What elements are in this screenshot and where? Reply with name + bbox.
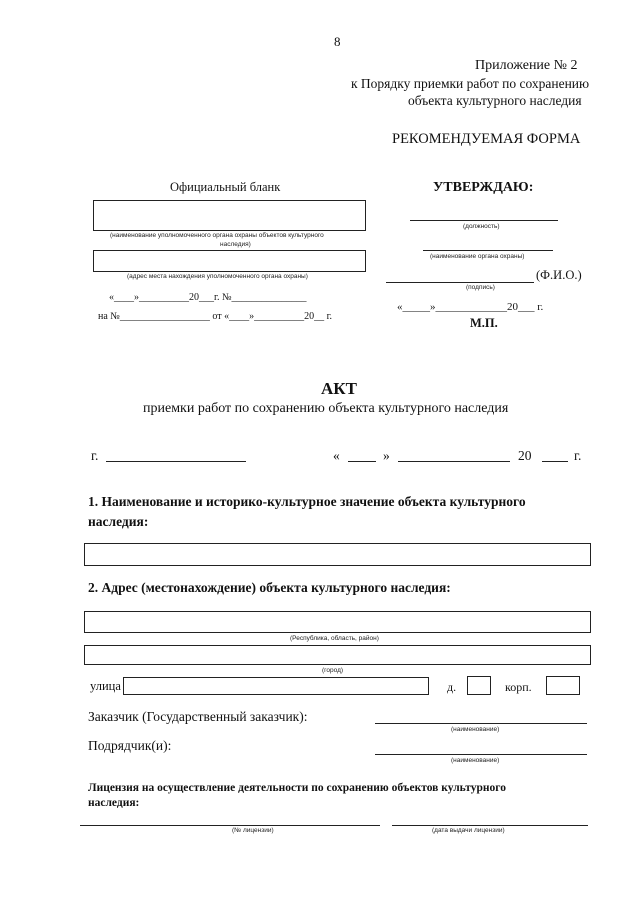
contractor-label: Подрядчик(и): xyxy=(88,738,172,753)
day-field[interactable] xyxy=(348,461,376,462)
appendix-title: Приложение № 2 xyxy=(475,58,578,73)
section1-heading-line2: наследия: xyxy=(88,514,149,529)
appendix-line2: объекта культурного наследия xyxy=(408,93,582,108)
reference-line: на №__________________ от «____»__________20__ г. xyxy=(98,311,333,322)
city-caption: (город) xyxy=(322,667,344,674)
authority-name-field[interactable] xyxy=(93,200,366,231)
section2-heading: 2. Адрес (местонахождение) объекта культурного наследия: xyxy=(88,580,451,595)
house-field[interactable] xyxy=(467,676,491,695)
street-field[interactable] xyxy=(123,677,429,695)
authority-name-caption2: наследия) xyxy=(220,241,251,248)
license-date-field[interactable] xyxy=(392,825,588,826)
date-close-quote: » xyxy=(383,448,390,463)
customer-caption: (наименование) xyxy=(451,726,500,733)
customer-field[interactable] xyxy=(375,723,587,724)
recommended-form-label: РЕКОМЕНДУЕМАЯ ФОРМА xyxy=(392,131,581,147)
street-label: улица xyxy=(90,679,121,693)
region-field[interactable] xyxy=(84,611,591,633)
signature-caption: (подпись) xyxy=(466,284,495,291)
position-caption: (должность) xyxy=(463,223,500,230)
approval-date-line: «_____»_____________20___ г. xyxy=(397,301,544,313)
license-number-caption: (№ лицензии) xyxy=(232,827,274,834)
city-field[interactable] xyxy=(106,461,246,462)
object-name-field[interactable] xyxy=(84,543,591,566)
customer-label: Заказчик (Государственный заказчик): xyxy=(88,709,308,724)
stamp-label: М.П. xyxy=(470,316,498,330)
contractor-caption: (наименование) xyxy=(451,757,500,764)
appendix-line1: к Порядку приемки работ по сохранению xyxy=(351,76,590,91)
license-heading-line2: наследия: xyxy=(88,797,140,809)
act-title: АКТ xyxy=(321,379,357,398)
org-name-caption: (наименование органа охраны) xyxy=(430,253,525,260)
city-prefix: г. xyxy=(91,448,99,463)
authority-name-caption: (наименование уполномоченного органа охраны объектов культурного xyxy=(110,232,324,239)
authority-address-caption: (адрес места нахождения уполномоченного органа охраны) xyxy=(127,273,308,280)
section1-heading-line1: 1. Наименование и историко-культурное значение объекта культурного xyxy=(88,494,526,509)
house-label: д. xyxy=(447,680,457,694)
authority-address-field[interactable] xyxy=(93,250,366,272)
contractor-field[interactable] xyxy=(375,754,587,755)
city-address-field[interactable] xyxy=(84,645,591,665)
signature-line[interactable] xyxy=(386,282,534,283)
year-prefix: 20 xyxy=(518,448,532,463)
month-field[interactable] xyxy=(398,461,510,462)
year-field[interactable] xyxy=(542,461,568,462)
license-heading-line1: Лицензия на осуществление деятельности по сохранению объектов культурного xyxy=(88,782,506,794)
outgoing-date-line: «____»__________20___г. №_______________ xyxy=(109,292,307,303)
approve-heading: УТВЕРЖДАЮ: xyxy=(433,180,534,195)
fio-label: (Ф.И.О.) xyxy=(536,268,582,282)
region-caption: (Республика, область, район) xyxy=(290,635,379,642)
official-blank-label: Официальный бланк xyxy=(170,180,281,194)
page-number: 8 xyxy=(334,34,341,49)
license-number-field[interactable] xyxy=(80,825,380,826)
act-subtitle: приемки работ по сохранению объекта культурного наследия xyxy=(143,401,509,416)
position-line[interactable] xyxy=(410,220,558,221)
year-suffix: г. xyxy=(574,448,582,463)
org-name-line[interactable] xyxy=(423,250,553,251)
building-field[interactable] xyxy=(546,676,580,695)
license-date-caption: (дата выдачи лицензии) xyxy=(432,827,505,834)
building-label: корп. xyxy=(505,680,532,694)
date-open-quote: « xyxy=(333,448,340,463)
